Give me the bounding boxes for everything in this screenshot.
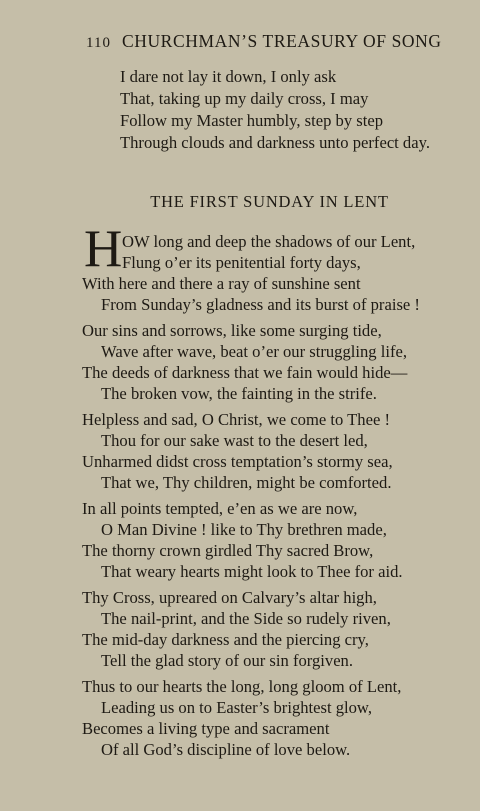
verse-line: That, taking up my daily cross, I may [120,89,369,108]
verse-line: Wave after wave, beat o’er our struggling life, [101,342,407,361]
verse-line: Tell the glad story of our sin forgiven. [101,651,354,670]
verse-line: I dare not lay it down, I only ask [120,67,337,86]
verse-line: The thorny crown girdled Thy sacred Brow, [82,541,374,560]
verse-line: Unharmed didst cross temptation’s stormy sea, [82,452,393,471]
page-number: 110 [86,35,111,51]
verse-line: Leading us on to Easter’s brightest glow, [101,698,372,717]
verse-line: Follow my Master humbly, step by step [120,111,384,130]
verse-line: The mid-day darkness and the piercing cry, [82,630,369,649]
verse-line: Of all God’s discipline of love below. [101,740,351,759]
verse-line: Becomes a living type and sacrament [82,719,330,738]
verse-line: Thus to our hearts the long, long gloom of Lent, [82,677,402,696]
verse-line: That we, Thy children, might be comforted. [101,473,392,492]
verse-line: Our sins and sorrows, like some surging tide, [82,321,382,340]
verse-line: Thy Cross, upreared on Calvary’s altar high, [82,588,377,607]
verse-line: Through clouds and darkness unto perfect day. [120,133,430,152]
verse-line: The nail-print, and the Side so rudely riven, [101,609,391,628]
verse-line: OW long and deep the shadows of our Lent, [122,232,416,251]
verse-line: Thou for our sake wast to the desert led, [101,431,368,450]
running-header [86,31,458,52]
verse-line: In all points tempted, e’en as we are now, [82,499,358,518]
verse-line: From Sunday’s gladness and its burst of praise ! [101,295,420,314]
poem-title: THE FIRST SUNDAY IN LENT [150,192,389,211]
verse-line: The broken vow, the fainting in the strife. [101,384,377,403]
verse-line: Helpless and sad, O Christ, we come to Thee ! [82,410,390,429]
verse-line: Flung o’er its penitential forty days, [122,253,361,272]
verse-line: With here and there a ray of sunshine sent [82,274,361,293]
verse-line: That weary hearts might look to Thee for aid. [101,562,403,581]
running-title: CHURCHMAN’S TREASURY OF SONG [121,31,442,51]
drop-cap: H [84,220,123,278]
verse-line: The deeds of darkness that we fain would hide— [82,363,408,382]
verse-line: O Man Divine ! like to Thy brethren made, [101,520,387,539]
